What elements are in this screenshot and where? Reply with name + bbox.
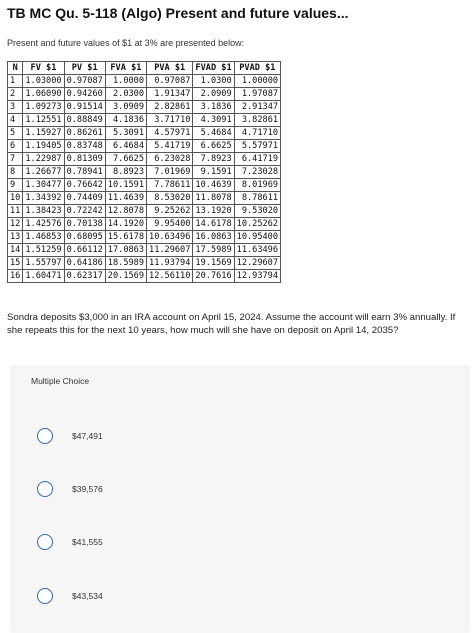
- value-cell: 11.29607: [147, 244, 193, 257]
- period-cell: 4: [8, 114, 23, 127]
- table-row: [8, 231, 281, 244]
- value-cell: 0.86261: [64, 127, 105, 140]
- value-cell: 0.68095: [64, 231, 105, 244]
- value-cell: 1.42576: [23, 218, 64, 231]
- value-cell: 0.88849: [64, 114, 105, 127]
- answer-option-a[interactable]: [37, 425, 237, 447]
- period-cell: 11: [8, 205, 23, 218]
- period-cell: 3: [8, 101, 23, 114]
- table-row: [8, 179, 281, 192]
- value-cell: 0.76642: [64, 179, 105, 192]
- table-row: [8, 127, 281, 140]
- value-cell: 7.78611: [147, 179, 193, 192]
- period-cell: 6: [8, 140, 23, 153]
- value-cell: 1.46853: [23, 231, 64, 244]
- table-row: [8, 205, 281, 218]
- value-cell: 1.91347: [147, 88, 193, 101]
- value-cell: 2.0300: [105, 88, 146, 101]
- answer-option-b[interactable]: [37, 478, 237, 500]
- value-cell: 15.6178: [105, 231, 146, 244]
- value-cell: 14.6178: [193, 218, 234, 231]
- answer-option-label: $43,534: [72, 591, 103, 601]
- column-header: N: [8, 62, 23, 75]
- value-cell: 5.4684: [193, 127, 234, 140]
- table-row: [8, 153, 281, 166]
- value-cell: 6.23028: [147, 153, 193, 166]
- value-cell: 12.93794: [234, 270, 280, 283]
- value-cell: 0.74409: [64, 192, 105, 205]
- value-cell: 9.25262: [147, 205, 193, 218]
- value-cell: 11.93794: [147, 257, 193, 270]
- period-cell: 15: [8, 257, 23, 270]
- value-cell: 17.0863: [105, 244, 146, 257]
- table-row: [8, 114, 281, 127]
- period-cell: 10: [8, 192, 23, 205]
- value-cell: 16.0863: [193, 231, 234, 244]
- value-cell: 5.3091: [105, 127, 146, 140]
- value-cell: 1.26677: [23, 166, 64, 179]
- table-row: [8, 244, 281, 257]
- value-cell: 3.0909: [105, 101, 146, 114]
- value-cell: 11.4639: [105, 192, 146, 205]
- value-cell: 10.95400: [234, 231, 280, 244]
- value-cell: 9.95400: [147, 218, 193, 231]
- value-cell: 0.64186: [64, 257, 105, 270]
- value-cell: 1.09273: [23, 101, 64, 114]
- value-cell: 1.38423: [23, 205, 64, 218]
- value-cell: 7.01969: [147, 166, 193, 179]
- table-row: [8, 257, 281, 270]
- value-cell: 5.41719: [147, 140, 193, 153]
- table-row: [8, 140, 281, 153]
- period-cell: 12: [8, 218, 23, 231]
- value-cell: 20.7616: [193, 270, 234, 283]
- value-cell: 0.97087: [147, 75, 193, 88]
- value-cell: 0.70138: [64, 218, 105, 231]
- value-cell: 8.8923: [105, 166, 146, 179]
- table-row: [8, 270, 281, 283]
- present-future-values-table: [7, 61, 281, 283]
- value-cell: 18.5989: [105, 257, 146, 270]
- table-row: [8, 101, 281, 114]
- period-cell: 9: [8, 179, 23, 192]
- period-cell: 1: [8, 75, 23, 88]
- value-cell: 3.1836: [193, 101, 234, 114]
- value-cell: 1.00000: [234, 75, 280, 88]
- table-row: [8, 88, 281, 101]
- value-cell: 1.0300: [193, 75, 234, 88]
- value-cell: 9.1591: [193, 166, 234, 179]
- value-cell: 7.8923: [193, 153, 234, 166]
- value-cell: 13.1920: [193, 205, 234, 218]
- radio-button-icon[interactable]: [37, 534, 53, 550]
- value-cell: 14.1920: [105, 218, 146, 231]
- value-cell: 1.34392: [23, 192, 64, 205]
- value-cell: 10.1591: [105, 179, 146, 192]
- period-cell: 8: [8, 166, 23, 179]
- question-text: Sondra deposits $3,000 in an IRA account on April 15, 2024. Assume the account will earn 3% annually. If she repeats this for the next 10 years, how much will she have on deposit on April 14, 2035?: [7, 312, 456, 336]
- radio-button-icon[interactable]: [37, 588, 53, 604]
- column-header: PVA $1: [147, 62, 193, 75]
- answer-option-c[interactable]: [37, 531, 237, 553]
- value-cell: 2.0909: [193, 88, 234, 101]
- value-cell: 19.1569: [193, 257, 234, 270]
- value-cell: 4.57971: [147, 127, 193, 140]
- period-cell: 2: [8, 88, 23, 101]
- value-cell: 12.29607: [234, 257, 280, 270]
- table-header-row: [8, 62, 281, 75]
- value-cell: 17.5989: [193, 244, 234, 257]
- value-cell: 10.63496: [147, 231, 193, 244]
- value-cell: 3.82861: [234, 114, 280, 127]
- value-cell: 12.56110: [147, 270, 193, 283]
- page-title: TB MC Qu. 5-118 (Algo) Present and future values...: [7, 5, 349, 21]
- column-header: PVAD $1: [234, 62, 280, 75]
- value-cell: 8.53020: [147, 192, 193, 205]
- value-cell: 4.71710: [234, 127, 280, 140]
- value-cell: 1.60471: [23, 270, 64, 283]
- value-cell: 0.91514: [64, 101, 105, 114]
- value-cell: 0.78941: [64, 166, 105, 179]
- table-row: [8, 192, 281, 205]
- value-cell: 3.71710: [147, 114, 193, 127]
- value-cell: 0.62317: [64, 270, 105, 283]
- radio-button-icon[interactable]: [37, 481, 53, 497]
- value-cell: 11.63496: [234, 244, 280, 257]
- value-cell: 0.81309: [64, 153, 105, 166]
- value-cell: 1.30477: [23, 179, 64, 192]
- value-cell: 1.51259: [23, 244, 64, 257]
- value-cell: 11.8078: [193, 192, 234, 205]
- value-cell: 0.83748: [64, 140, 105, 153]
- value-cell: 1.0000: [105, 75, 146, 88]
- period-cell: 16: [8, 270, 23, 283]
- period-cell: 5: [8, 127, 23, 140]
- answer-option-label: $39,576: [72, 484, 103, 494]
- value-cell: 6.41719: [234, 153, 280, 166]
- period-cell: 14: [8, 244, 23, 257]
- value-cell: 6.4684: [105, 140, 146, 153]
- value-cell: 0.66112: [64, 244, 105, 257]
- value-cell: 1.03000: [23, 75, 64, 88]
- value-cell: 20.1569: [105, 270, 146, 283]
- value-cell: 6.6625: [193, 140, 234, 153]
- value-cell: 9.53020: [234, 205, 280, 218]
- column-header: PV $1: [64, 62, 105, 75]
- multiple-choice-panel: [10, 365, 470, 633]
- radio-button-icon[interactable]: [37, 428, 53, 444]
- answer-option-d[interactable]: [37, 585, 237, 607]
- value-cell: 1.55797: [23, 257, 64, 270]
- column-header: FVA $1: [105, 62, 146, 75]
- answer-option-label: $47,491: [72, 431, 103, 441]
- value-cell: 12.8078: [105, 205, 146, 218]
- answer-option-label: $41,555: [72, 537, 103, 547]
- value-cell: 1.22987: [23, 153, 64, 166]
- value-cell: 7.6625: [105, 153, 146, 166]
- value-cell: 1.19405: [23, 140, 64, 153]
- value-cell: 5.57971: [234, 140, 280, 153]
- value-cell: 1.12551: [23, 114, 64, 127]
- value-cell: 10.4639: [193, 179, 234, 192]
- value-cell: 1.97087: [234, 88, 280, 101]
- value-cell: 4.3091: [193, 114, 234, 127]
- value-cell: 8.01969: [234, 179, 280, 192]
- value-cell: 10.25262: [234, 218, 280, 231]
- multiple-choice-label: Multiple Choice: [31, 376, 90, 386]
- value-cell: 0.97087: [64, 75, 105, 88]
- table-row: [8, 75, 281, 88]
- value-cell: 2.82861: [147, 101, 193, 114]
- value-cell: 1.15927: [23, 127, 64, 140]
- intro-text: Present and future values of $1 at 3% are presented below:: [7, 38, 245, 48]
- value-cell: 8.78611: [234, 192, 280, 205]
- value-cell: 7.23028: [234, 166, 280, 179]
- column-header: FV $1: [23, 62, 64, 75]
- period-cell: 13: [8, 231, 23, 244]
- value-cell: 4.1836: [105, 114, 146, 127]
- value-cell: 0.72242: [64, 205, 105, 218]
- table-row: [8, 218, 281, 231]
- period-cell: 7: [8, 153, 23, 166]
- column-header: FVAD $1: [193, 62, 234, 75]
- value-cell: 2.91347: [234, 101, 280, 114]
- value-cell: 0.94260: [64, 88, 105, 101]
- table-row: [8, 166, 281, 179]
- table-body: [8, 75, 281, 283]
- value-cell: 1.06090: [23, 88, 64, 101]
